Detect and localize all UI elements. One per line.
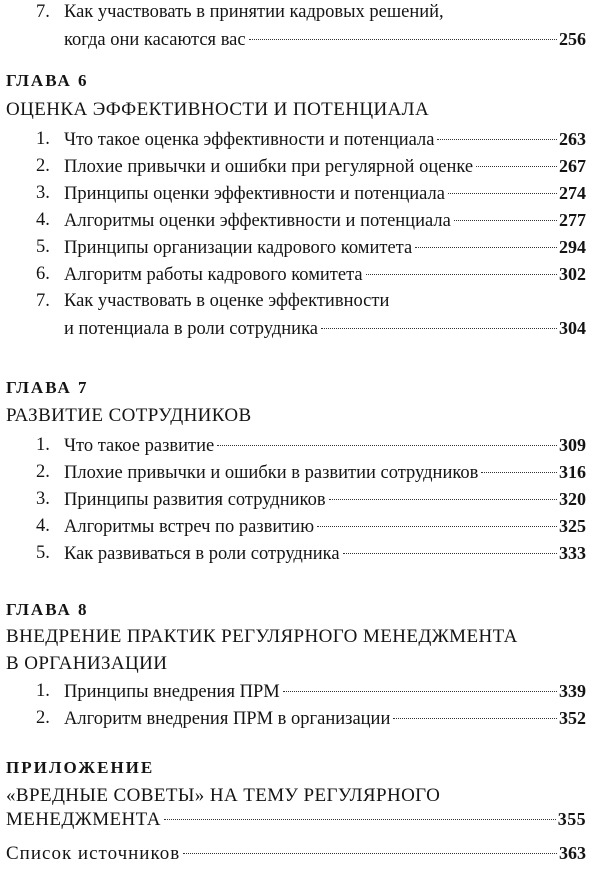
dot-leader — [454, 220, 557, 221]
dot-leader — [437, 139, 557, 140]
appendix-title-line2: МЕНЕДЖМЕНТА — [6, 809, 161, 830]
item-text: Алгоритм внедрения ПРМ в организации — [64, 709, 391, 729]
item-number: 1. — [36, 129, 50, 149]
page-number: 277 — [559, 210, 586, 230]
chapter-8 — [6, 600, 586, 620]
toc-item-prev-7[interactable] — [6, 0, 586, 53]
chapter-8-items — [6, 678, 586, 732]
dot-leader — [164, 819, 556, 820]
dot-leader — [317, 526, 557, 527]
toc-item[interactable] — [6, 459, 586, 486]
toc-item[interactable] — [6, 234, 586, 261]
item-number: 1. — [36, 435, 50, 455]
chapter-title-line2: В ОРГАНИЗАЦИИ — [6, 653, 168, 674]
dot-leader — [481, 472, 557, 473]
dot-leader — [448, 193, 557, 194]
item-text: Плохие привычки и ошибки в развитии сотрудников — [64, 463, 479, 483]
item-number: 1. — [36, 681, 50, 701]
item-text-line1: Как участвовать в оценке эффективности — [64, 291, 390, 311]
item-number: 2. — [36, 708, 50, 728]
page-number: 316 — [559, 462, 586, 482]
chapter-6-items — [6, 126, 586, 342]
dot-leader — [476, 166, 557, 167]
item-number: 3. — [36, 489, 50, 509]
toc-item[interactable] — [6, 180, 586, 207]
item-number: 7. — [36, 291, 50, 311]
toc-item[interactable] — [6, 153, 586, 180]
toc-item[interactable] — [6, 432, 586, 459]
item-number: 3. — [36, 183, 50, 203]
toc-item[interactable] — [6, 126, 586, 153]
dot-leader — [343, 553, 557, 554]
chapter-7 — [6, 378, 586, 398]
item-text: Что такое оценка эффективности и потенциала — [64, 130, 435, 150]
item-number: 5. — [36, 237, 50, 257]
item-text: Алгоритм работы кадрового комитета — [64, 265, 363, 285]
item-number: 4. — [36, 516, 50, 536]
page-number: 274 — [559, 183, 586, 203]
dot-leader — [183, 853, 557, 854]
chapter-label: ГЛАВА 6 — [6, 71, 89, 90]
appendix-label: ПРИЛОЖЕНИЕ — [6, 758, 155, 777]
toc-item[interactable] — [6, 705, 586, 732]
dot-leader — [249, 39, 557, 40]
page-number: 267 — [559, 156, 586, 176]
page-number: 320 — [559, 489, 586, 509]
item-text: Как развиваться в роли сотрудника — [64, 544, 340, 564]
toc-item[interactable] — [6, 513, 586, 540]
item-number: 6. — [36, 264, 50, 284]
chapter-8-title-row[interactable] — [6, 623, 586, 677]
item-text: Алгоритмы оценки эффективности и потенциала — [64, 211, 451, 231]
dot-leader — [217, 445, 557, 446]
sources-entry[interactable] — [6, 843, 586, 870]
appendix — [6, 758, 586, 778]
item-number: 2. — [36, 156, 50, 176]
item-number: 2. — [36, 462, 50, 482]
page-number: 333 — [559, 543, 586, 563]
item-text: Что такое развитие — [64, 436, 215, 456]
item-text: Принципы оценки эффективности и потенциала — [64, 184, 445, 204]
chapter-6 — [6, 71, 586, 91]
dot-leader — [393, 718, 557, 719]
item-number: 7. — [36, 2, 50, 22]
page-number: 263 — [559, 129, 586, 149]
chapter-label: ГЛАВА 7 — [6, 378, 89, 397]
dot-leader — [329, 499, 557, 500]
page-number: 309 — [559, 435, 586, 455]
toc-item[interactable] — [6, 678, 586, 705]
chapter-title-line1: ВНЕДРЕНИЕ ПРАКТИК РЕГУЛЯРНОГО МЕНЕДЖМЕНТА — [6, 626, 518, 647]
page-number: 325 — [559, 516, 586, 536]
toc-item[interactable] — [6, 261, 586, 288]
chapter-7-title-row[interactable] — [6, 402, 586, 429]
page-number: 352 — [559, 708, 586, 728]
item-text: Принципы организации кадрового комитета — [64, 238, 413, 258]
dot-leader — [321, 328, 557, 329]
item-text-line1: Как участвовать в принятии кадровых решений, — [64, 2, 444, 22]
chapter-title: ОЦЕНКА ЭФФЕКТИВНОСТИ И ПОТЕНЦИАЛА — [6, 99, 430, 120]
item-text-line2: когда они касаются вас — [64, 30, 246, 50]
item-text: Принципы внедрения ПРМ — [64, 682, 280, 702]
chapter-title: РАЗВИТИЕ СОТРУДНИКОВ — [6, 405, 252, 426]
toc-item[interactable] — [6, 288, 586, 342]
appendix-entry[interactable] — [6, 782, 586, 836]
sources-text: Список источников — [6, 843, 181, 864]
appendix-title-line1: «ВРЕДНЫЕ СОВЕТЫ» НА ТЕМУ РЕГУЛЯРНОГО — [6, 785, 441, 806]
page-number: 355 — [557, 809, 586, 829]
page-number: 302 — [559, 264, 586, 284]
item-number: 5. — [36, 543, 50, 563]
chapter-6-title-row[interactable] — [6, 96, 586, 123]
toc-item[interactable] — [6, 486, 586, 513]
dot-leader — [283, 691, 557, 692]
toc-item[interactable] — [6, 540, 586, 567]
chapter-7-items — [6, 432, 586, 567]
page-number: 256 — [559, 29, 586, 49]
page-number: 304 — [559, 318, 586, 338]
page-number: 363 — [559, 843, 586, 863]
item-text: Алгоритмы встреч по развитию — [64, 517, 315, 537]
page-number: 294 — [559, 237, 586, 257]
item-number: 4. — [36, 210, 50, 230]
item-text-line2: и потенциала в роли сотрудника — [64, 319, 318, 339]
item-text: Принципы развития сотрудников — [64, 490, 326, 510]
toc-item[interactable] — [6, 207, 586, 234]
dot-leader — [366, 274, 557, 275]
chapter-label: ГЛАВА 8 — [6, 600, 89, 619]
item-text: Плохие привычки и ошибки при регулярной оценке — [64, 157, 474, 177]
dot-leader — [415, 247, 557, 248]
page-number: 339 — [559, 681, 586, 701]
